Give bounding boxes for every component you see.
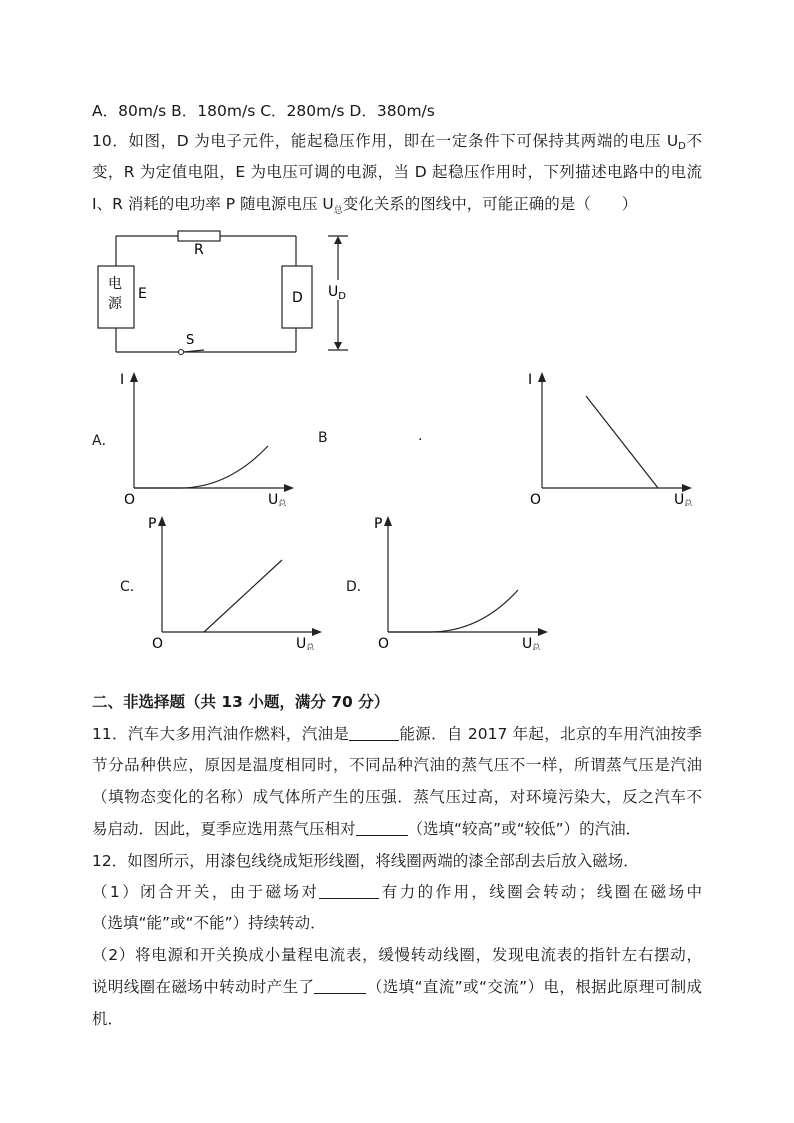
graph-d-y-arrow [384,516,392,526]
graph-b-y-arrow [538,372,546,382]
voltage-arrow-down [334,342,342,350]
graph-c-y-arrow [158,516,166,526]
resistor-label: R [194,242,204,258]
q11-blank-2[interactable] [356,819,408,836]
graph-a-curve [134,446,268,488]
q11-blank-1[interactable] [349,724,399,741]
q12-blank-2[interactable] [314,977,366,994]
graph-a-ylabel: I [120,372,125,388]
voltage-label: $U_D$ [328,284,346,302]
q11-line-3: （填物态变化的名称）成气体所产生的压强．蒸气压过高，对环境污染大，反之汽车不 [92,788,702,806]
graph-d [372,510,562,650]
q11-line-2: 节分品种供应，原因是温度相同时，不同品种汽油的蒸气压不一样，所谓蒸气压是汽油 [92,756,702,774]
option-d-label: D． [346,579,371,595]
q9-options: A．80m/s B．180m/s C．280m/s D．380m/s [92,102,435,120]
graph-b-line [586,396,658,488]
q12-line-2: （1）闭合开关，由于磁场对 有力的作用，线圈会转动；线圈在磁场中 [92,883,702,901]
q12-line-5: 说明线圈在磁场中转动时产生了 （选填“直流”或“交流”）电，根据此原理可制成 [92,978,702,996]
graph-c [146,510,336,650]
element-label: D [292,290,303,306]
switch-label: S [186,333,195,348]
q12-line-3: （选填“能”或“不能”）持续转动． [92,914,326,932]
source-label: E [138,286,147,302]
graph-c-xlabel: U总 [296,636,315,650]
circuit-diagram [80,222,380,362]
switch-contact [179,350,184,355]
resistor [178,231,220,241]
graph-d-x-arrow [538,628,548,636]
section-2-heading: 二、非选择题（共 13 小题，满分 70 分） [92,693,390,711]
graph-b-xlabel: U总 [674,492,693,506]
graph-a [118,366,308,506]
q12-line-4: （2）将电源和开关换成小量程电流表，缓慢转动线圈，发现电流表的指针左右摆动， [92,946,702,964]
graph-a-x-arrow [284,484,294,492]
graph-b-origin: O [530,492,542,506]
q11-line-1: 11．汽车大多用汽油作燃料，汽油是 能源．自 2017 年起，北京的车用汽油按季 [92,725,702,743]
graph-d-origin: O [378,636,390,650]
q10-line-2: 变，R 为定值电阻，E 为电压可调的电源，当 D 起稳压作用时，下列描述电路中的电流 [92,163,702,181]
graph-a-origin: O [124,492,136,506]
voltage-arrow-up [334,236,342,244]
q12-blank-1[interactable] [319,882,379,899]
graph-c-x-arrow [312,628,322,636]
graph-d-xlabel: U总 [522,636,541,650]
q10-line-3: I、R 消耗的电功率 P 随电源电压 $U_总$变化关系的图线中，可能正确的是（ ） [92,195,638,216]
option-b-dot: . [418,428,423,444]
source-char-top: 电 [108,276,122,292]
graph-a-xlabel: U总 [268,492,287,506]
graph-b [526,366,716,506]
graph-b-x-arrow [682,484,692,492]
q12-line-6: 机． [92,1010,124,1028]
option-b-label: B [318,430,328,446]
option-a-label: A． [92,433,116,449]
graph-b-ylabel: I [528,372,533,388]
graph-d-ylabel: P [374,516,383,532]
source-char-bottom: 源 [108,296,122,312]
graph-a-y-arrow [130,372,138,382]
graph-c-line [204,560,282,632]
option-c-label: C． [120,579,144,595]
graph-d-curve [388,590,518,632]
q10-line-1: 10．如图，D 为电子元件，能起稳压作用，即在一定条件下可保持其两端的电压 $U_D$不 [92,132,702,152]
q11-line-4: 易启动．因此，夏季应选用蒸气压相对 （选填“较高”或“较低”）的汽油． [92,820,642,838]
q12-line-1: 12．如图所示，用漆包线绕成矩形线圈，将线圈两端的漆全部刮去后放入磁场． [92,852,639,870]
graph-c-ylabel: P [148,516,157,532]
graph-c-origin: O [152,636,164,650]
